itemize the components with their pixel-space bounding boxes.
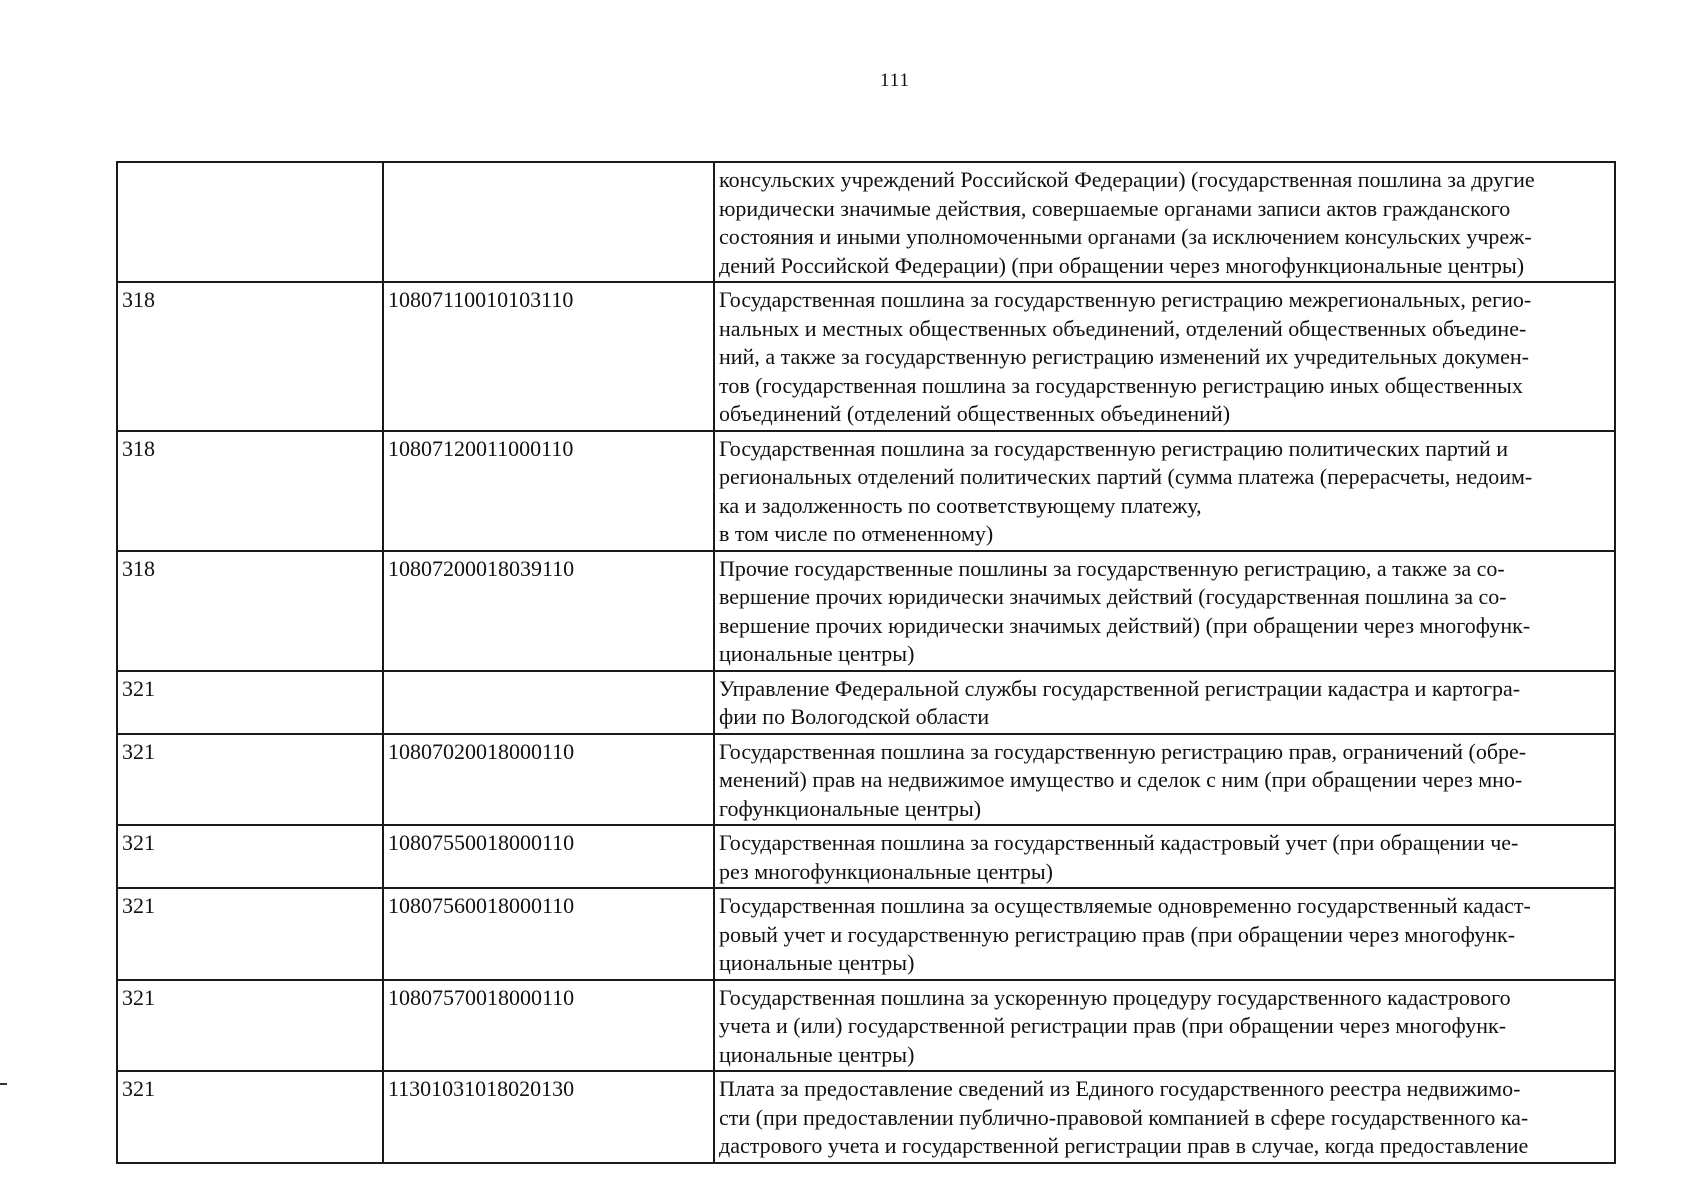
- description-line: Государственная пошлина за государственную регистрацию межрегиональных, регио-: [719, 287, 1532, 312]
- description-line: ровый учет и государственную регистрацию прав (при обращении через многофунк-: [719, 921, 1516, 947]
- description-cell: [714, 980, 1615, 1072]
- description-cell: [714, 162, 1615, 282]
- admin-code-cell: 321: [117, 980, 383, 1072]
- budget-code-cell: 11301031018020130: [383, 1071, 714, 1163]
- description-line: нальных и местных общественных объединений, отделений общественных объедине-: [719, 315, 1527, 341]
- table-row: [117, 551, 1615, 671]
- description-line: менений) прав на недвижимое имущество и сделок с ним (при обращении через мно-: [719, 767, 1523, 792]
- admin-code-cell: 321: [117, 1071, 383, 1163]
- description-cell: [714, 825, 1615, 888]
- budget-code-cell: 10807570018000110: [383, 980, 714, 1072]
- description-cell: [714, 282, 1615, 431]
- description-line: юридически значимые действия, совершаемые органами записи актов гражданского: [719, 195, 1511, 221]
- description-line: циональные центры): [719, 1041, 915, 1067]
- description-line: дений Российской Федерации) (при обращении через многофункциональные центры): [719, 252, 1525, 278]
- description-line: учета и (или) государственной регистрации прав (при обращении через многофунк-: [719, 1013, 1507, 1038]
- description-line: Государственная пошлина за государственную регистрацию политических партий и: [719, 435, 1508, 461]
- budget-code-cell: 10807020018000110: [383, 734, 714, 826]
- budget-code-cell: [383, 671, 714, 734]
- description-line: циональные центры): [719, 641, 915, 666]
- admin-code-cell: 321: [117, 671, 383, 734]
- table-row: [117, 825, 1615, 888]
- budget-code-cell: 10807200018039110: [383, 551, 714, 671]
- description-cell: [714, 1071, 1615, 1163]
- description-line: Государственная пошлина за осуществляемые одновременно государственный кадаст-: [719, 893, 1531, 918]
- description-line: состояния и иными уполномоченными органами (за исключением консульских учреж-: [719, 224, 1532, 249]
- budget-code-cell: 10807120011000110: [383, 431, 714, 551]
- description-line: Государственная пошлина за государственный кадастровый учет (при обращении че-: [719, 830, 1519, 855]
- table-row: [117, 980, 1615, 1072]
- budget-code-cell: 10807550018000110: [383, 825, 714, 888]
- table-body: [117, 162, 1615, 1163]
- budget-code-cell: [383, 162, 714, 282]
- description-line: объединений (отделений общественных объединений): [719, 401, 1231, 426]
- description-line: тов (государственная пошлина за государственную регистрацию иных общественных: [719, 372, 1523, 398]
- description-line: циональные центры): [719, 950, 915, 975]
- description-line: Управление Федеральной службы государственной регистрации кадастра и картогра-: [719, 675, 1521, 701]
- admin-code-cell: 318: [117, 431, 383, 551]
- description-line: консульских учреждений Российской Федерации) (государственная пошлина за другие: [719, 167, 1535, 192]
- admin-code-cell: 318: [117, 282, 383, 431]
- table-row: [117, 671, 1615, 734]
- table-row: [117, 888, 1615, 980]
- budget-code-cell: 10807560018000110: [383, 888, 714, 980]
- budget-code-cell: 10807110010103110: [383, 282, 714, 431]
- description-cell: [714, 551, 1615, 671]
- description-line: ка и задолженность по соответствующему платежу,: [719, 492, 1202, 518]
- description-cell: [714, 431, 1615, 551]
- description-line: вершение прочих юридически значимых действий) (при обращении через многофунк-: [719, 612, 1531, 638]
- margin-mark: [0, 1083, 7, 1085]
- table-row: [117, 282, 1615, 431]
- description-line: вершение прочих юридически значимых действий (государственная пошлина за со-: [719, 584, 1507, 609]
- description-line: Государственная пошлина за ускоренную процедуру государственного кадастрового: [719, 984, 1511, 1010]
- admin-code-cell: 321: [117, 888, 383, 980]
- admin-code-cell: 318: [117, 551, 383, 671]
- admin-code-cell: 321: [117, 734, 383, 826]
- description-line: рез многофункциональные центры): [719, 858, 1053, 884]
- description-line: дастрового учета и государственной регистрации прав в случае, когда предоставление: [719, 1133, 1529, 1158]
- description-cell: [714, 734, 1615, 826]
- budget-classification-table: [116, 161, 1616, 1164]
- admin-code-cell: [117, 162, 383, 282]
- description-line: фии по Вологодской области: [719, 704, 990, 729]
- page-number: 111: [879, 70, 911, 91]
- table-row: [117, 431, 1615, 551]
- description-line: гофункциональные центры): [719, 795, 982, 821]
- table-row: [117, 162, 1615, 282]
- description-line: Государственная пошлина за государственную регистрацию прав, ограничений (обре-: [719, 738, 1527, 764]
- description-line: сти (при предоставлении публично-правовой компанией в сфере государственного ка-: [719, 1104, 1529, 1130]
- description-cell: [714, 671, 1615, 734]
- admin-code-cell: 321: [117, 825, 383, 888]
- description-line: ний, а также за государственную регистрацию изменений их учредительных докумен-: [719, 344, 1529, 369]
- table-row: [117, 1071, 1615, 1163]
- table-row: [117, 734, 1615, 826]
- description-cell: [714, 888, 1615, 980]
- description-line: Прочие государственные пошлины за государственную регистрацию, а также за со-: [719, 555, 1505, 581]
- description-line: региональных отделений политических партий (сумма платежа (перерасчеты, недоим-: [719, 464, 1533, 489]
- description-line: в том числе по отмененному): [719, 521, 994, 546]
- description-line: Плата за предоставление сведений из Единого государственного реестра недвижимо-: [719, 1076, 1521, 1101]
